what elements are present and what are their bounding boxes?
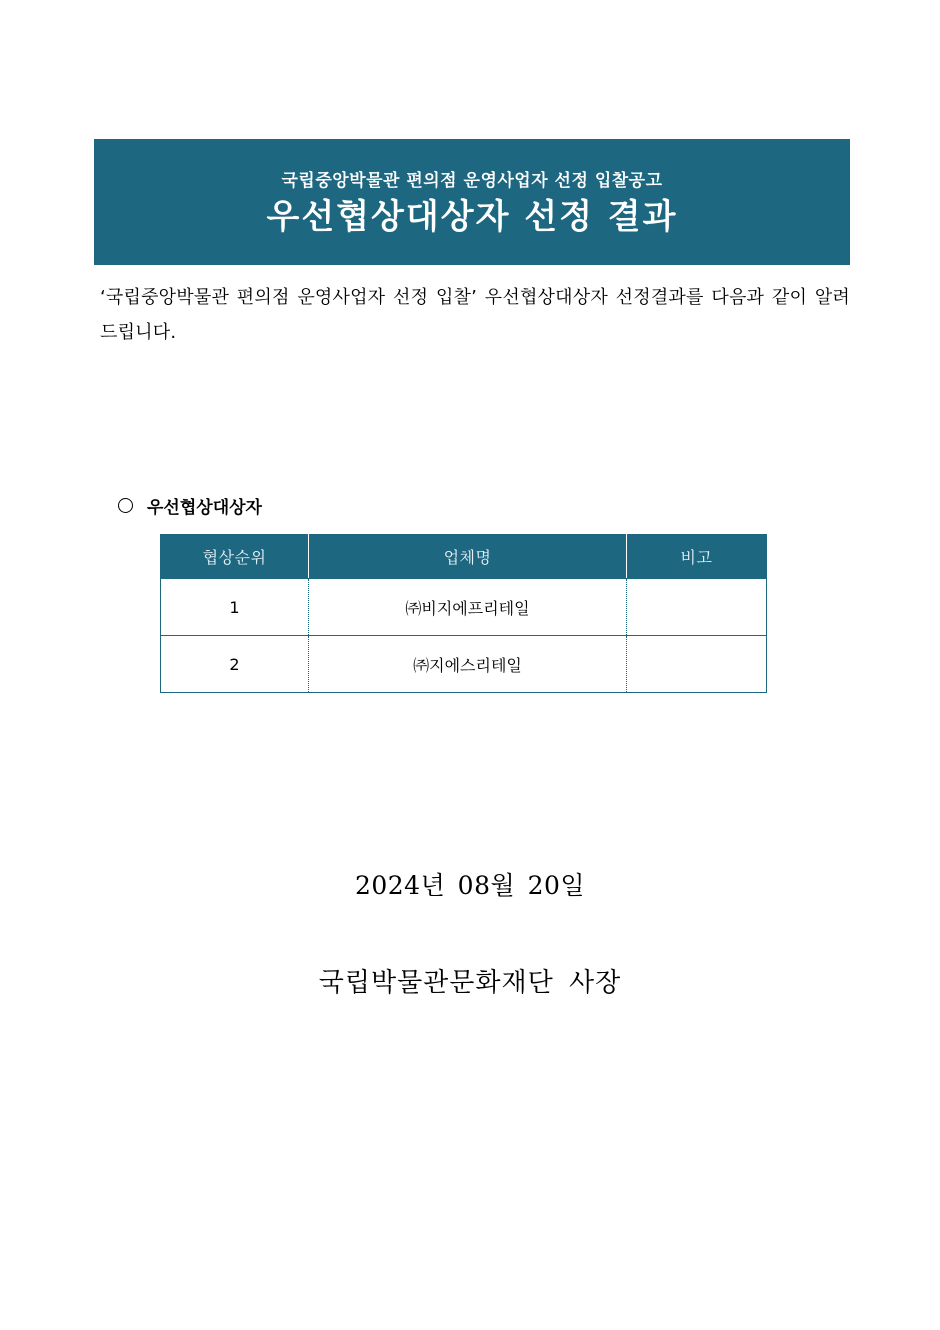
table-row [161,636,767,693]
table-header-row [161,534,767,579]
note-cell [627,579,767,636]
note-cell [627,636,767,693]
banner-title: 우선협상대상자 선정 결과 [266,197,678,237]
column-header-rank: 협상순위 [161,534,309,579]
banner-subtitle: 국립중앙박물관 편의점 운영사업자 선정 입찰공고 [281,171,663,191]
table-row [161,579,767,636]
company-cell: ㈜비지에프리테일 [309,579,627,636]
announcement-date: 2024년 08월 20일 [354,871,586,900]
title-banner [94,139,850,265]
section-heading [118,492,262,518]
section-heading-label: 우선협상대상자 [147,497,262,518]
column-header-company: 업체명 [309,534,627,579]
rank-cell: 2 [161,636,309,693]
company-cell: ㈜지에스리테일 [309,636,627,693]
intro-paragraph: ‘국립중앙박물관 편의점 운영사업자 선정 입찰’ 우선협상대상자 선정결과를 다음과 같이 알려드립니다. [100,287,850,343]
rank-cell: 1 [161,579,309,636]
column-header-note: 비고 [627,534,767,579]
result-table [160,534,767,693]
issuer-name: 국립박물관문화재단 사장 [318,968,622,998]
circle-icon [118,498,133,513]
